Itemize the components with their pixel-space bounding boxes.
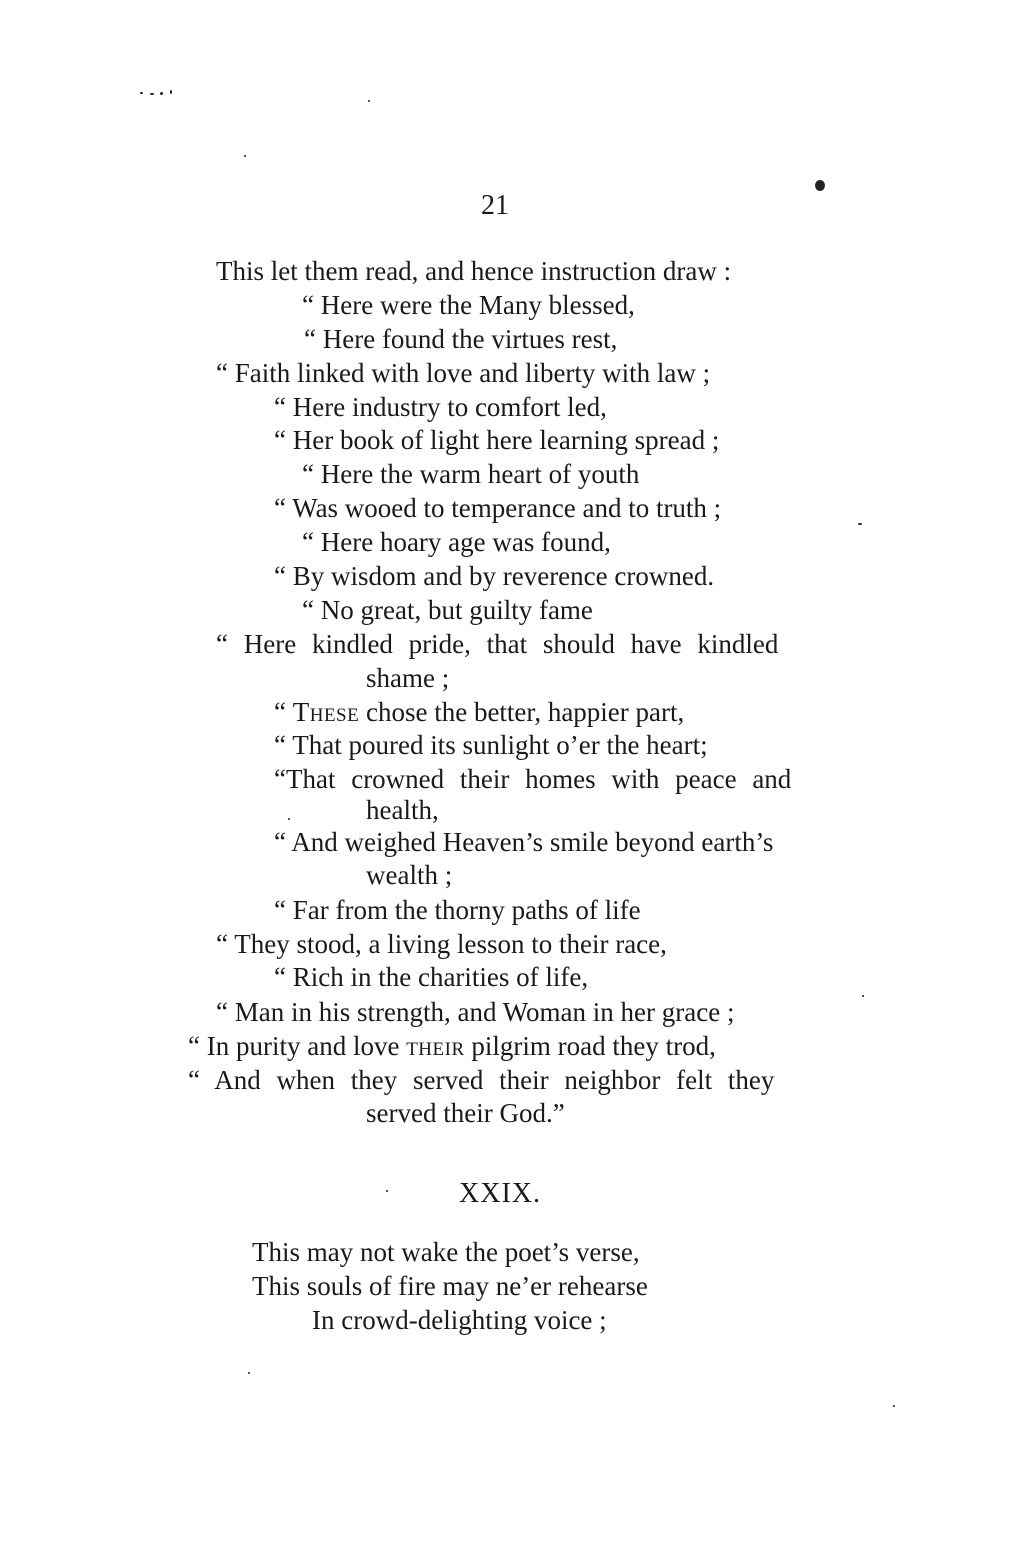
line-text: “ In purity and love: [188, 1031, 407, 1061]
quote-mark: “: [274, 697, 293, 727]
ink-speck: [170, 90, 172, 94]
poem-line: “ Faith linked with love and liberty with law ;: [216, 358, 711, 388]
poem-line: “ They stood, a living lesson to their race,: [216, 929, 667, 959]
ink-speck: [858, 523, 862, 525]
poem-line: “ Here hoary age was found,: [302, 527, 611, 557]
poem-line: “ Far from the thorny paths of life: [274, 895, 641, 925]
poem-line: This let them read, and hence instruction draw :: [216, 256, 732, 286]
ink-speck: [160, 92, 163, 95]
poem-line: “That crowned their homes with peace and: [274, 764, 792, 794]
poem-line: “ Here industry to comfort led,: [274, 392, 607, 422]
poem-line: “ Here kindled pride, that should have kindled: [216, 629, 779, 659]
poem-line: “ And when they served their neighbor felt they: [188, 1065, 775, 1095]
poem-line: “ Here found the virtues rest,: [304, 324, 618, 354]
ink-speck: [244, 155, 246, 157]
poem-line: “ By wisdom and by reverence crowned.: [274, 561, 715, 591]
poem-line: “ Rich in the charities of life,: [274, 962, 589, 992]
poem-line: [274, 695, 684, 729]
ink-speck: [893, 1405, 895, 1407]
poem-line: [188, 1029, 716, 1063]
poem-line-continuation: health,: [366, 795, 439, 825]
poem-line: “ That poured its sunlight o’er the heart;: [274, 730, 708, 760]
line-text: chose the better, happier part,: [365, 697, 685, 727]
poem-line-continuation: wealth ;: [366, 860, 453, 890]
poem-line: “ Here the warm heart of youth: [302, 459, 640, 489]
ink-speck: [150, 93, 154, 95]
page-number: 21: [481, 190, 509, 221]
poem-line: In crowd-delighting voice ;: [312, 1305, 607, 1335]
section-heading: XXIX.: [459, 1178, 541, 1209]
small-caps-word: their: [406, 1031, 465, 1061]
poem-line: “ And weighed Heaven’s smile beyond earth’s: [274, 827, 774, 857]
poem-line: “ No great, but guilty fame: [302, 595, 593, 625]
line-text: pilgrim road they trod,: [471, 1031, 716, 1061]
poem-line-continuation: served their God.”: [366, 1098, 565, 1128]
ink-speck: [248, 1372, 250, 1374]
ink-speck: [862, 995, 864, 997]
ink-speck: [288, 818, 290, 820]
ink-speck: [140, 92, 143, 94]
poem-line: “ Her book of light here learning spread ;: [274, 425, 720, 455]
poem-line-continuation: shame ;: [366, 663, 450, 693]
poem-line: This may not wake the poet’s verse,: [252, 1237, 640, 1267]
ink-speck: [368, 100, 370, 102]
poem-line: “ Man in his strength, and Woman in her grace ;: [216, 997, 735, 1027]
poem-line: “ Was wooed to temperance and to truth ;: [274, 493, 722, 523]
small-caps-word: These: [292, 697, 360, 727]
poem-line: This souls of fire may ne’er rehearse: [252, 1271, 648, 1301]
poem-line: “ Here were the Many blessed,: [302, 290, 635, 320]
